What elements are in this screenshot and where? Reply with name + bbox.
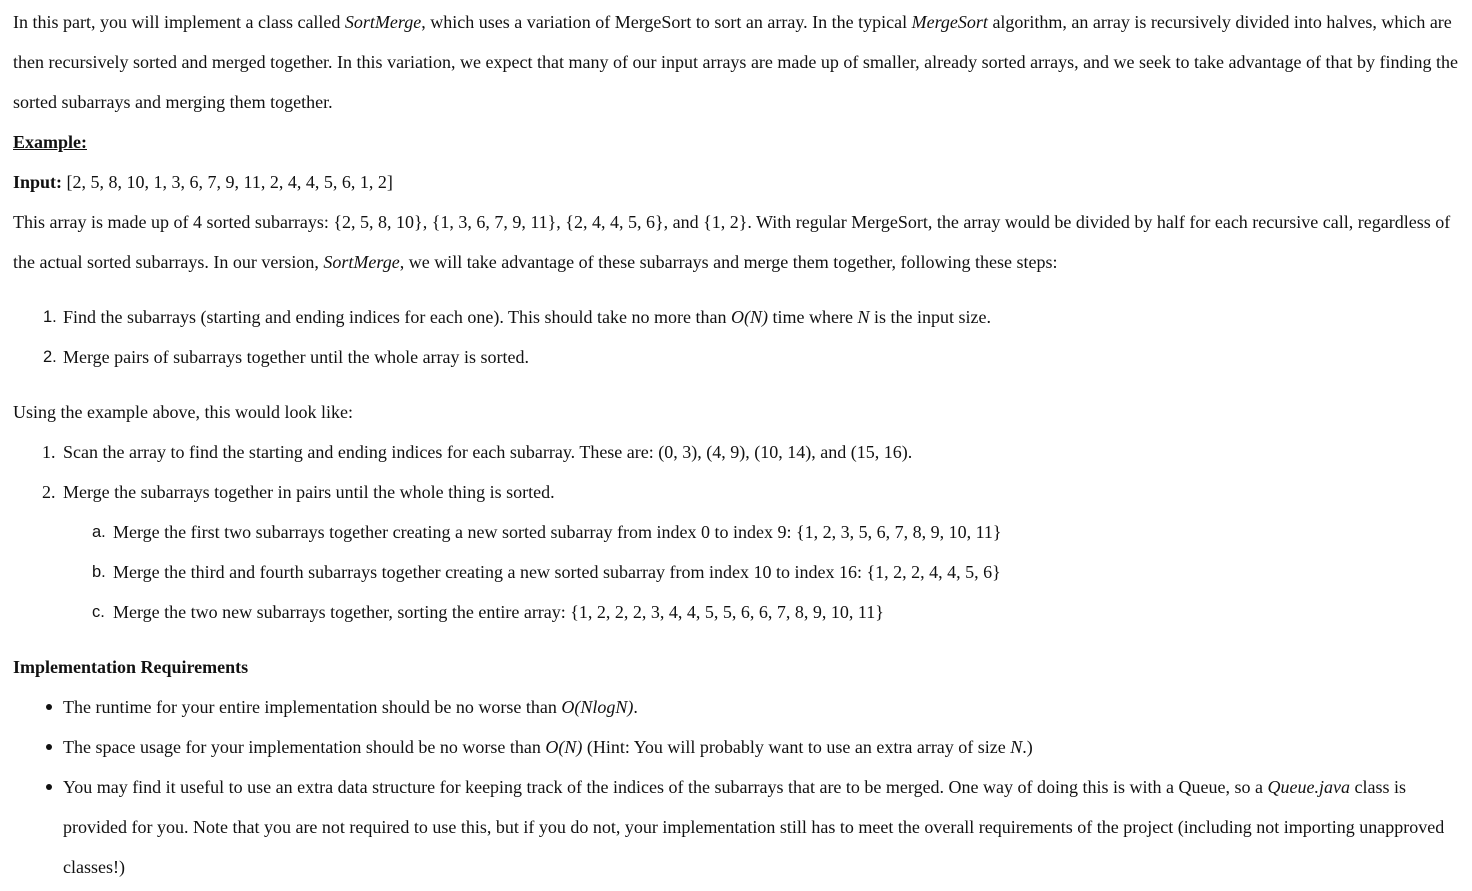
list-item <box>13 592 1462 632</box>
list-marker: 2. <box>43 348 57 366</box>
class-name: SortMerge <box>323 252 400 272</box>
bullet-icon <box>46 784 52 790</box>
step-text: Find the subarrays (starting and ending indices for each one). This should take no more than <box>63 307 732 327</box>
requirement-text: .) <box>1022 737 1033 757</box>
list-marker: 1. <box>42 442 56 462</box>
list-item <box>13 297 1462 337</box>
list-item <box>13 337 1462 377</box>
list-marker: 2. <box>42 482 56 502</box>
file-name: Queue.java <box>1267 777 1350 797</box>
list-item <box>13 727 1462 767</box>
complexity: O(N) <box>731 307 769 327</box>
list-marker: 1. <box>43 308 57 326</box>
list-item <box>13 432 1462 472</box>
algorithm-name: MergeSort <box>911 12 988 32</box>
step-text: Merge pairs of subarrays together until the whole array is sorted. <box>63 347 530 367</box>
requirement-text: You may find it useful to use an extra data structure for keeping track of the indices of the subarrays that are to be merged. One way of doing this is with a Queue, so a <box>63 777 1268 797</box>
class-name: SortMerge <box>344 12 422 32</box>
step-text: Merge the two new subarrays together, sorting the entire array: {1, 2, 2, 2, 3, 4, 4, 5, 5, 6, 6, 7, 8, 9, 10, 11} <box>113 602 884 622</box>
complexity: O(N) <box>545 737 583 757</box>
input-value: [2, 5, 8, 10, 1, 3, 6, 7, 9, 11, 2, 4, 4, 5, 6, 1, 2] <box>62 172 393 192</box>
example-description <box>13 202 1462 282</box>
list-marker: a. <box>92 523 106 541</box>
requirement-text: (Hint: You will probably want to use an extra array of size <box>582 737 1011 757</box>
requirement-text: class is provided for you. Note that you are not required to use this, but if you do not, your implementation still has to meet the overall requirements of the project (including not importing unapproved classes!) <box>63 777 1445 877</box>
list-item <box>13 767 1462 887</box>
complexity: O(NlogN) <box>561 697 634 717</box>
step-text: Merge the first two subarrays together creating a new sorted subarray from index 0 to index 9: {1, 2, 3, 5, 6, 7, 8, 9, 10, 11} <box>113 522 1002 542</box>
example-heading: Example: <box>13 132 87 152</box>
list-item <box>13 512 1462 552</box>
variable-n: N <box>1010 737 1023 757</box>
step-text: Scan the array to find the starting and ending indices for each subarray. These are: (0, 3), (4, 9), (10, 14), and (15, 16). <box>63 442 913 462</box>
step-text: is the input size. <box>869 307 991 327</box>
intro-text: , which uses a variation of MergeSort to sort an array. In the typical <box>421 12 912 32</box>
bullet-icon <box>46 704 52 710</box>
walkthrough-lead: Using the example above, this would look like: <box>13 402 353 422</box>
requirement-text: . <box>633 697 638 717</box>
requirements-heading: Implementation Requirements <box>13 657 249 677</box>
example-input <box>13 162 1462 202</box>
list-item <box>13 472 1462 512</box>
input-label: Input: <box>13 172 63 192</box>
list-marker: b. <box>92 563 106 581</box>
intro-paragraph <box>13 2 1462 122</box>
requirement-text: The space usage for your implementation should be no worse than <box>63 737 546 757</box>
list-item <box>13 552 1462 592</box>
algorithm-steps <box>13 297 1462 377</box>
step-text: Merge the third and fourth subarrays together creating a new sorted subarray from index 10 to index 16: {1, 2, 2, 4, 4, 5, 6} <box>113 562 1001 582</box>
bullet-icon <box>46 744 52 750</box>
intro-text: In this part, you will implement a class called <box>13 12 345 32</box>
variable-n: N <box>857 307 870 327</box>
description-text: This array is made up of 4 sorted subarrays: {2, 5, 8, 10}, {1, 3, 6, 7, 9, 11}, {2, 4, 4, 5, 6}, and {1, 2}. With regular MergeSort, the array would be divided by half for each recursive call, regardless of the actual sorted subarrays. In our version, <box>13 212 1451 272</box>
walkthrough-steps <box>13 432 1462 512</box>
list-marker: c. <box>92 603 105 621</box>
step-text: Merge the subarrays together in pairs until the whole thing is sorted. <box>63 482 555 502</box>
description-text: , we will take advantage of these subarrays and merge them together, following these steps: <box>399 252 1058 272</box>
requirement-text: The runtime for your entire implementation should be no worse than <box>63 697 562 717</box>
list-item <box>13 687 1462 727</box>
walkthrough-sub-steps <box>13 512 1462 632</box>
intro-text: algorithm, an array is recursively divided into halves, which are then recursively sorted and merged together. In this variation, we expect that many of our input arrays are made up of smaller, already sorted arrays, and we seek to take advantage of that by finding the sorted subarrays and merging them together. <box>13 12 1458 112</box>
step-text: time where <box>768 307 858 327</box>
requirements-list <box>13 687 1462 887</box>
